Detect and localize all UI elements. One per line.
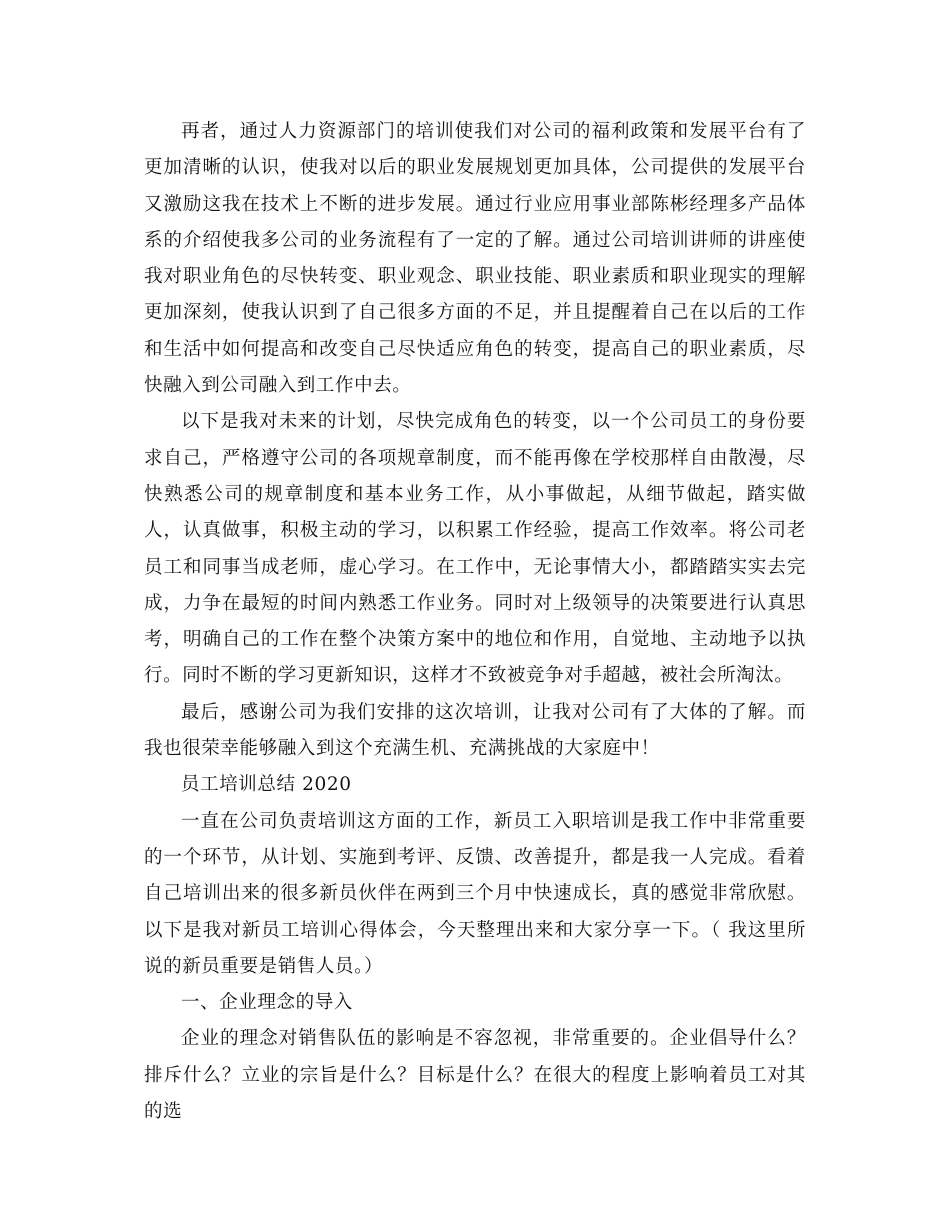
document-body xyxy=(144,114,806,1130)
section-title-training-summary: 员工培训总结 2020 xyxy=(181,774,352,796)
paragraph-future-plan: 以下是我对未来的计划，尽快完成角色的转变，以一个公司员工的身份要求自己，严格遵守公司的各项规章制度，而不能再像在学校那样自由散漫，尽快熟悉公司的规章制度和基本业务工作，从小事做起，从细节做起，踏实做人，认真做事，积极主动的学习，以积累工作经验，提高工作效率。将公司老员工和同事当成老师，虚心学习。在工作中，无论事情大小，都踏踏实实去完成，力争在最短的时间内熟悉工作业务。同时对上级领导的决策要进行认真思考，明确自己的工作在整个决策方案中的地位和作用，自觉地、主动地予以执行。同时不断的学习更新知识，这样才不致被竞争对手超越，被社会所淘汰。 xyxy=(144,411,806,687)
paragraph-training-recognition: 再者，通过人力资源部门的培训使我们对公司的福利政策和发展平台有了更加清晰的认识，使我对以后的职业发展规划更加具体，公司提供的发展平台又激励这我在技术上不断的进步发展。通过行业应用事业部陈彬经理多产品体系的介绍使我多公司的业务流程有了一定的了解。通过公司培训讲师的讲座使我对职业角色的尽快转变、职业观念、职业技能、职业素质和职业现实的理解更加深刻，使我认识到了自己很多方面的不足，并且提醒着自己在以后的工作和生活中如何提高和改变自己尽快适应角色的转变，提高自己的职业素质，尽快融入到公司融入到工作中去。 xyxy=(144,121,806,397)
paragraph-corporate-philosophy: 企业的理念对销售队伍的影响是不容忽视，非常重要的。企业倡导什么？排斥什么？立业的宗旨是什么？目标是什么？在很大的程度上影响着员工对其的选 xyxy=(144,1028,806,1123)
subheading-corporate-philosophy: 一、企业理念的导入 xyxy=(181,992,353,1014)
paragraph-new-employee-training: 一直在公司负责培训这方面的工作，新员工入职培训是我工作中非常重要的一个环节，从计划、实施到考评、反馈、改善提升，都是我一人完成。看着自己培训出来的很多新员伙伴在两到三个月中快速成长，真的感觉非常欣慰。以下是我对新员工培训心得体会，今天整理出来和大家分享一下。（ 我这里所说的新员重要是销售人员。） xyxy=(144,810,806,977)
paragraph-thanks: 最后，感谢公司为我们安排的这次培训，让我对公司有了大体的了解。而我也很荣幸能够融入到这个充满生机、充满挑战的大家庭中！ xyxy=(144,701,806,760)
